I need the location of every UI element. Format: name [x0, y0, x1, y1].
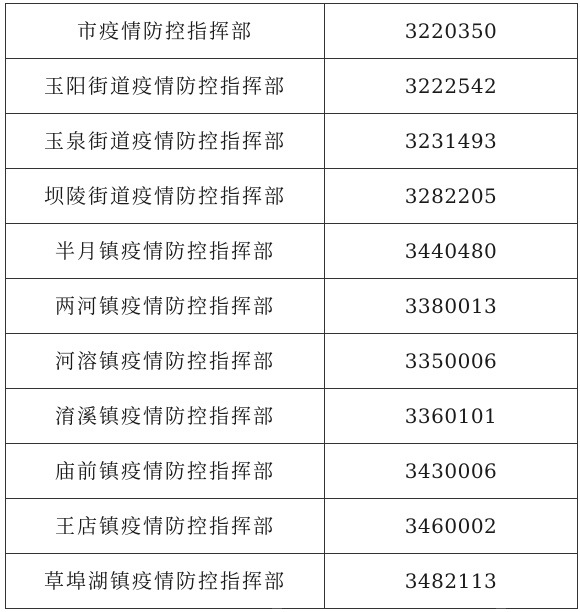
phone-number-cell: 3350006 — [325, 334, 578, 389]
command-name-cell: 市疫情防控指挥部 — [6, 4, 325, 59]
table-row — [6, 224, 578, 279]
table-row — [6, 279, 578, 334]
command-name-cell: 半月镇疫情防控指挥部 — [6, 224, 325, 279]
phone-number-cell: 3220350 — [325, 4, 578, 59]
phone-number-cell: 3282205 — [325, 169, 578, 224]
table-row — [6, 389, 578, 444]
table-row — [6, 4, 578, 59]
command-name-cell: 河溶镇疫情防控指挥部 — [6, 334, 325, 389]
command-name-cell: 淯溪镇疫情防控指挥部 — [6, 389, 325, 444]
contact-table — [5, 3, 578, 609]
phone-number-cell: 3482113 — [325, 554, 578, 609]
table-row — [6, 334, 578, 389]
table-row — [6, 444, 578, 499]
command-name-cell: 庙前镇疫情防控指挥部 — [6, 444, 325, 499]
contact-table-container — [5, 3, 576, 609]
command-name-cell: 坝陵街道疫情防控指挥部 — [6, 169, 325, 224]
table-row — [6, 169, 578, 224]
bottom-edge-mark — [496, 608, 506, 609]
bottom-edge-mark — [272, 608, 282, 609]
command-name-cell: 草埠湖镇疫情防控指挥部 — [6, 554, 325, 609]
table-row — [6, 499, 578, 554]
command-name-cell: 王店镇疫情防控指挥部 — [6, 499, 325, 554]
command-name-cell: 玉阳街道疫情防控指挥部 — [6, 59, 325, 114]
phone-number-cell: 3360101 — [325, 389, 578, 444]
phone-number-cell: 3231493 — [325, 114, 578, 169]
phone-number-cell: 3380013 — [325, 279, 578, 334]
phone-number-cell: 3222542 — [325, 59, 578, 114]
phone-number-cell: 3440480 — [325, 224, 578, 279]
table-row — [6, 114, 578, 169]
command-name-cell: 两河镇疫情防控指挥部 — [6, 279, 325, 334]
phone-number-cell: 3430006 — [325, 444, 578, 499]
phone-number-cell: 3460002 — [325, 499, 578, 554]
table-row — [6, 59, 578, 114]
table-row — [6, 554, 578, 609]
command-name-cell: 玉泉街道疫情防控指挥部 — [6, 114, 325, 169]
